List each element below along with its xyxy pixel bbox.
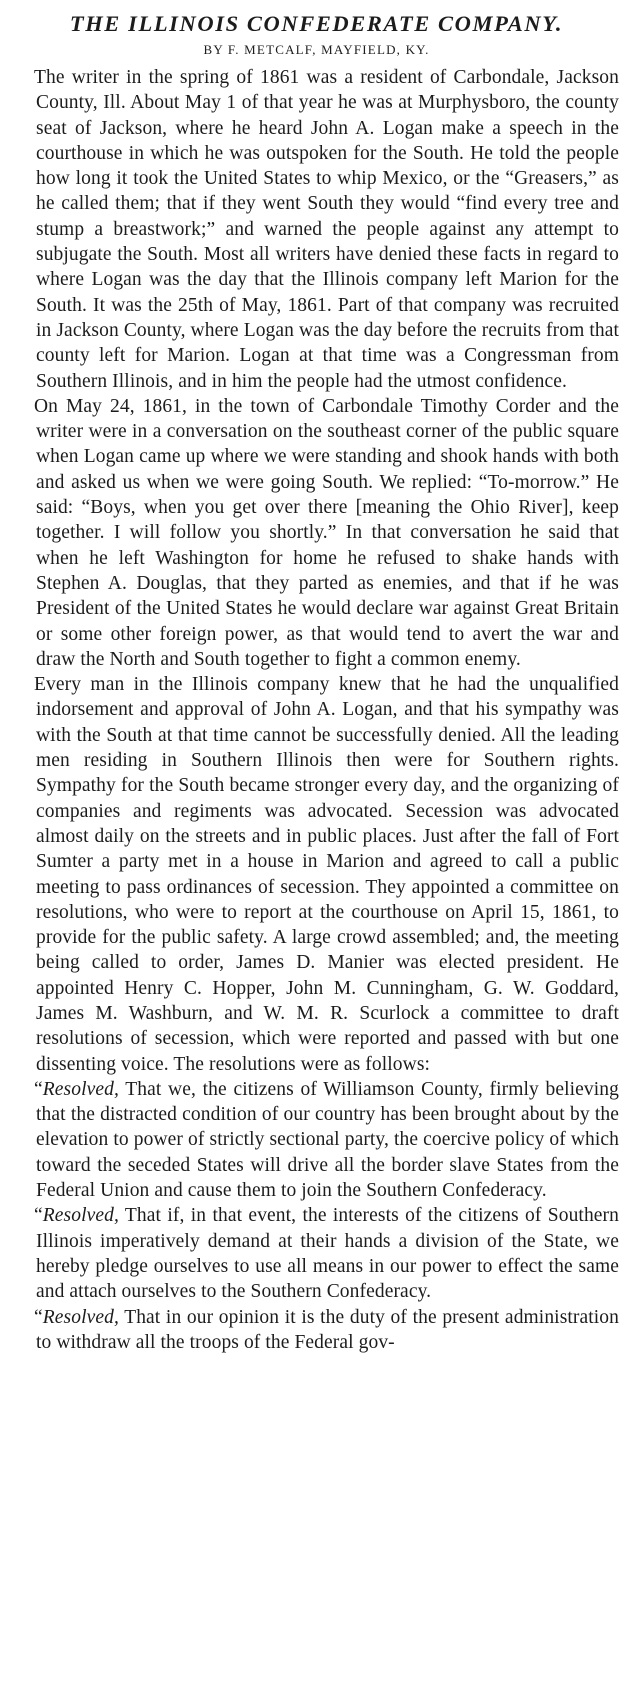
resolution-1-text: That we, the citizens of Williamson County, firmly believing that the distracted condition of our country has been brought about by the elevation to power of strictly sectional party, the coercive policy of which toward the seceded States will drive all the border slave States from the Federal Union and cause them to join the Southern Confederacy. xyxy=(36,1078,619,1202)
resolution-3-resolved: Resolved, xyxy=(42,1306,119,1328)
resolution-3-text: That in our opinion it is the duty of the present administration to withdraw all the troops of the Federal gov- xyxy=(36,1306,619,1353)
body-paragraph-2 xyxy=(36,394,619,672)
body-paragraph-3 xyxy=(36,672,619,1077)
resolution-1 xyxy=(36,1077,619,1203)
body-paragraph-1 xyxy=(36,65,619,394)
article-title: THE ILLINOIS CONFEDERATE COMPANY. xyxy=(69,11,564,36)
resolution-3 xyxy=(36,1305,619,1356)
resolution-2-open-quote: “ xyxy=(34,1205,43,1227)
resolution-2 xyxy=(36,1203,619,1304)
resolution-1-open-quote: “ xyxy=(34,1078,43,1100)
resolution-1-resolved: Resolved, xyxy=(42,1078,119,1100)
article-body xyxy=(36,65,619,1355)
body-paragraph-1-text: The writer in the spring of 1861 was a resident of Carbondale, Jackson County, Ill. About May 1 of that year he was at Murphysboro, the county seat of Jackson, where he heard John A. Logan make a speech in the courthouse in which he was outspoken for the South. He told the people how long it took the United States to whip Mexico, or the “Greasers,” as he called them; that if they went South they would “find every tree and stump a breastwork;” and warned the people against any attempt to subjugate the South. Most all writers have denied these facts in regard to where Logan was the day that the Illinois company left Marion for the South. It was the 25th of May, 1861. Part of that company was recruited in Jackson County, where Logan was the day before the recruits from that county left for Marion. Logan at that time was a Congressman from Southern Illinois, and in him the people had the utmost confidence. xyxy=(34,67,619,392)
body-paragraph-3-text: Every man in the Illinois company knew that he had the unqualified indorsement and approval of John A. Logan, and that his sympathy was with the South at that time cannot be successfully denied. All the leading men residing in Southern Illinois then were for Southern rights. Sympathy for the South became stronger every day, and the organizing of companies and regiments was advocated. Secession was advocated almost daily on the streets and in public places. Just after the fall of Fort Sumter a party met in a house in Marion and agreed to call a public meeting to pass ordinances of secession. They appointed a committee on resolutions, who were to report at the courthouse on April 15, 1861, to provide for the public safety. A large crowd assembled; and, the meeting being called to order, James D. Manier was elected president. He appointed Henry C. Hopper, John M. Cunningham, G. W. Goddard, James M. Washburn, and W. M. R. Scurlock a committee to draft resolutions of secession, which were reported and passed with but one dissenting voice. The resolutions were as follows: xyxy=(34,674,619,1075)
body-paragraph-2-text: On May 24, 1861, in the town of Carbondale Timothy Corder and the writer were in a conversation on the southeast corner of the public square when Logan came up where we were standing and shook hands with both and asked us when we were going South. We replied: “To-morrow.” He said: “Boys, when you get over there [meaning the Ohio River], keep together. I will follow you shortly.” In that conversation he said that when he left Washington for home he refused to shake hands with Stephen A. Douglas, that they parted as enemies, and that if he was President of the United States he would declare war against Great Britain or some other foreign power, as that would tend to avert the war and draw the North and South together to fight a common enemy. xyxy=(34,395,619,670)
resolution-2-resolved: Resolved, xyxy=(42,1205,119,1227)
article-byline: BY F. METCALF, MAYFIELD, KY. xyxy=(203,42,430,57)
resolution-3-open-quote: “ xyxy=(34,1306,43,1328)
resolution-2-text: That if, in that event, the interests of the citizens of Southern Illinois imperatively demand at their hands a division of the State, we hereby pledge ourselves to use all means in our power to effect the same and attach ourselves to the Southern Confederacy. xyxy=(36,1205,619,1303)
